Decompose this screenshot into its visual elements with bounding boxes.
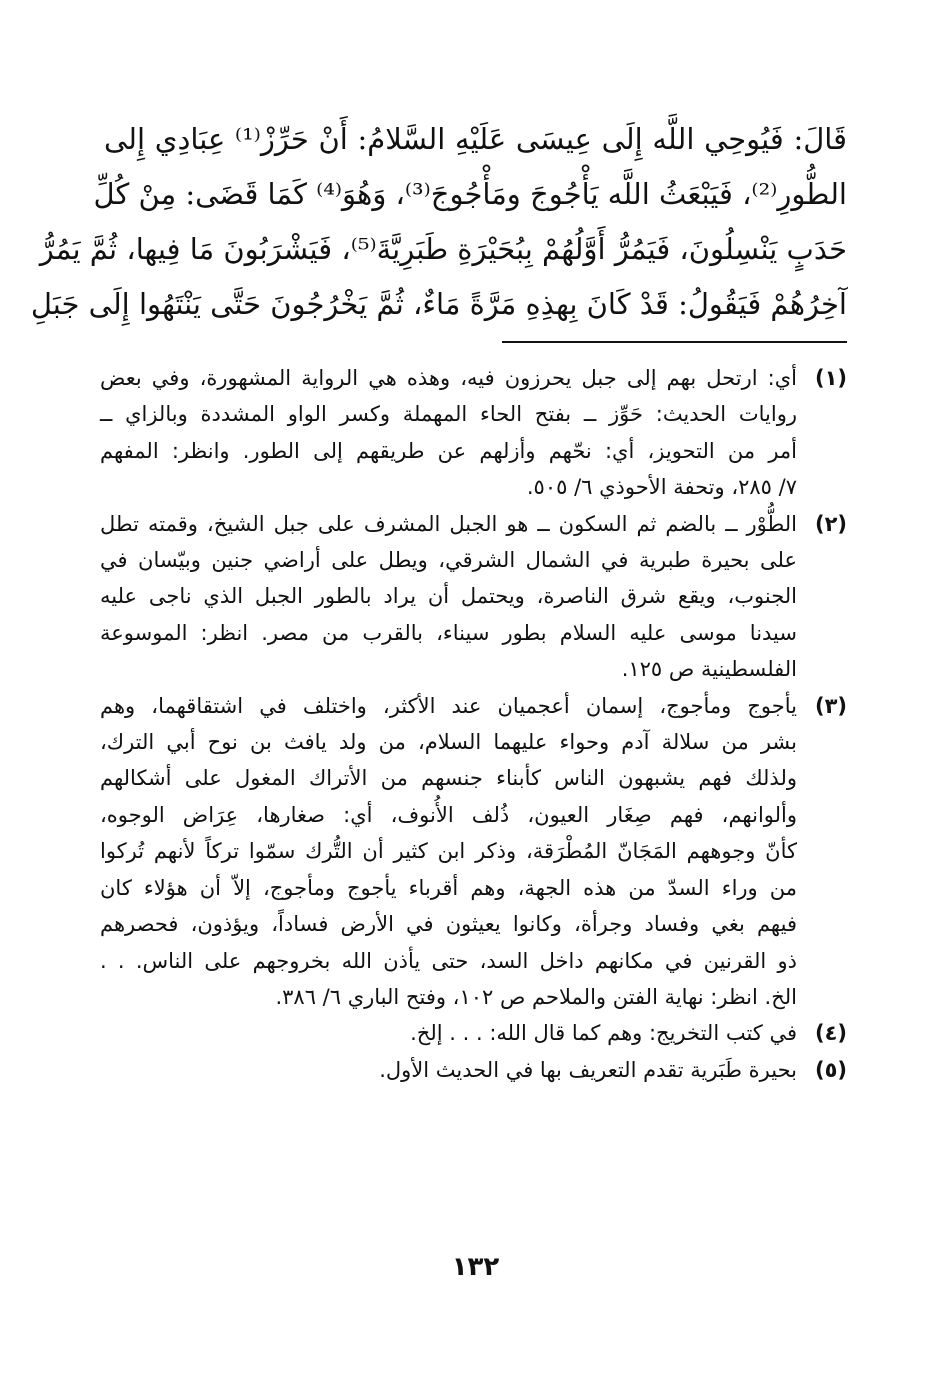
footnote-body [100, 360, 797, 506]
footnote-line: سيدنا موسى عليه السلام بطور سيناء، بالقرب من مصر. انظر: الموسوعة [100, 620, 797, 645]
main-text-line: حَدَبٍ يَنْسِلُونَ، فَيَمُرُّ أَوَّلُهُمْ بِبُحَيْرَةِ طَبَرِيَّةَ⁽⁵⁾، فَيَشْرَبُونَ مَا فِيها، ثُمَّ يَمُرُّ [39, 232, 847, 266]
footnote-line: يأجوج ومأجوج، إسمان أعجميان عند الأكثر، واختلف في اشتقاقهما، وهم [100, 693, 797, 718]
main-text-line: قَالَ: فَيُوحِي اللَّه إِلَى عِيسَى عَلَيْهِ السَّلامُ: أَنْ حَرِّزْ⁽¹⁾ عِبَادِي إِلى [104, 122, 847, 156]
footnote-body [100, 1052, 797, 1088]
footnote-line: ولذلك فهم يشبهون الناس كأبناء جنسهم من الأتراك المغول على أشكالهم [100, 766, 797, 791]
footnote-5 [100, 1052, 847, 1088]
footnote-line: بشر من سلالة آدم وحواء عليهما السلام، من ولد يافث بن نوح أبي الترك، [100, 730, 797, 755]
footnote-line: فيهم بغي وفساد وجرأة، وكانوا يعيثون في الأرض فساداً، ويؤذون، فحصرهم [100, 912, 797, 937]
footnote-divider [502, 341, 847, 343]
footnote-line: الفلسطينية ص ١٢٥. [621, 657, 797, 682]
page-number: ١٣٢ [451, 1252, 500, 1282]
footnote-line: روايات الحديث: حَوِّز ــ بفتح الحاء المهملة وكسر الواو المشددة وبالزاي ــ [100, 402, 797, 427]
footnote-line: الخ. انظر: نهاية الفتن والملاحم ص ١٠٢، وفتح الباري ٦/ ٣٨٦. [275, 984, 797, 1009]
footnote-body [100, 1015, 797, 1051]
footnote-body [100, 688, 797, 1016]
footnotes-section [100, 360, 847, 1088]
main-text-line: آخِرُهُمْ فَيَقُولُ: قَدْ كَانَ بِهذِهِ مَرَّةً مَاءٌ، ثُمَّ يَخْرُجُونَ حَتَّى يَنْتَهُوا إِلَى جَبَلِ [30, 287, 847, 321]
footnote-line: أي: ارتحل بهم إلى جبل يحرزون فيه، وهذه هي الرواية المشهورة، وفي بعض [100, 366, 797, 390]
footnote-number: (٤) [814, 1021, 847, 1046]
footnote-line: أمر من التحويز، أي: نحّهم وأزلهم عن طريقهم إلى الطور. وانظر: المفهم [100, 438, 797, 463]
footnote-line: من وراء السدّ من هذه الجهة، وهم أقرباء يأجوج ومأجوج، إلاّ أن هؤلاء كان [100, 875, 797, 900]
footnote-number: (٢) [814, 511, 847, 536]
footnote-body [100, 506, 797, 688]
footnote-line: الجنوب، ويقع شرق الناصرة، ويحتمل أن يراد بالطور الجبل الذي ناجى عليه [100, 584, 797, 609]
footnote-line: في كتب التخريج: وهم كما قال الله: . . . إلخ. [410, 1021, 797, 1046]
footnote-1 [100, 360, 847, 506]
main-text-line: الطُّورِ⁽²⁾، فَيَبْعَثُ اللَّه يَأْجُوجَ ومَأْجُوجَ⁽³⁾، وَهُوَ⁽⁴⁾ كَمَا قَضَى: مِنْ كُلِّ [93, 177, 847, 211]
hadith-main-text [30, 112, 847, 332]
footnote-line: ٧/ ٢٨٥، وتحفة الأحوذي ٦/ ٥٠٥. [526, 475, 797, 500]
footnote-line: على بحيرة طبرية في الشمال الشرقي، ويطل على أراضي جنين وبيّسان في [100, 548, 797, 573]
footnote-4 [100, 1015, 847, 1051]
footnote-line: بحيرة طَبَرية تقدم التعريف بها في الحديث الأول. [379, 1057, 797, 1082]
footnote-number: (١) [814, 366, 847, 390]
footnote-line: كأنّ وجوههم المَجَانّ المُطْرَقة، وذكر ابن كثير أن التُّرك سمّوا تركاً لأنهم تُركوا [100, 839, 797, 864]
footnote-3 [100, 688, 847, 1016]
footnote-number: (٥) [814, 1057, 847, 1082]
footnote-line: وألوانهم، فهم صِغَار العيون، ذُلف الأُنوف، أي: صغارها، عِرَاض الوجوه، [100, 802, 797, 827]
footnote-line: ذو القرنين في مكانهم داخل السد، حتى يأذن الله بخروجهم على الناس. . . [100, 948, 797, 973]
footnote-number: (٣) [814, 693, 847, 718]
footnote-line: الطُّوْر ــ بالضم ثم السكون ــ هو الجبل المشرف على جبل الشيخ، وقمته تطل [100, 511, 797, 536]
footnote-2 [100, 506, 847, 688]
